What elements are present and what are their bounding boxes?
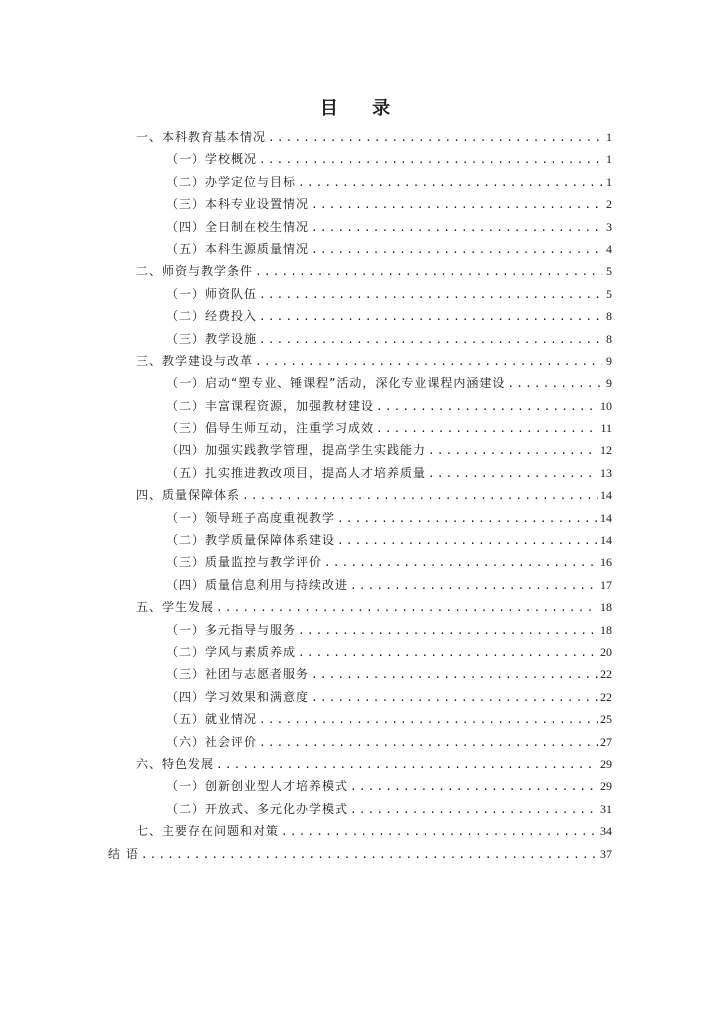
toc-entry-label: （四）学习效果和满意度 [166, 689, 310, 704]
toc-subsection-entry[interactable] [0, 238, 724, 260]
toc-entry-label: （一）多元指导与服务 [166, 622, 297, 637]
toc-entry-label: （一）启动“塑专业、锤课程”活动，深化专业课程内涵建设 [166, 376, 506, 391]
dot-leader [216, 754, 598, 776]
toc-entry-label: （一）学校概况 [166, 152, 258, 167]
toc-subsection-entry[interactable] [0, 663, 724, 685]
toc-subsection-entry[interactable] [0, 417, 724, 439]
toc-entry-label: （三）倡导生师互动，注重学习成效 [166, 421, 375, 436]
toc-page-number: 11 [600, 421, 612, 436]
dot-leader [337, 508, 598, 530]
toc-page-number: 2 [606, 197, 612, 212]
toc-page-number: 25 [600, 712, 612, 727]
toc-section-entry[interactable] [0, 596, 724, 618]
toc-page-number: 29 [600, 779, 612, 794]
toc-page-number: 5 [606, 264, 612, 279]
toc-entry-label: （二）学风与素质养成 [166, 644, 297, 659]
toc-page-number: 8 [606, 331, 612, 346]
toc-section-entry[interactable] [0, 484, 724, 506]
toc-entry-label: （五）扎实推进教改项目，提高人才培养质量 [166, 465, 427, 480]
dot-leader [216, 597, 598, 619]
dot-leader [337, 530, 598, 552]
toc-page-number: 22 [600, 689, 612, 704]
dot-leader [311, 239, 604, 261]
toc-page-number: 18 [600, 622, 612, 637]
dot-leader [298, 172, 603, 194]
toc-page-number: 12 [600, 443, 612, 458]
toc-entry-label: （二）丰富课程资源，加强教材建设 [166, 398, 375, 413]
toc-entry-label: （三）质量监控与教学评价 [166, 555, 323, 570]
toc-page-number: 18 [600, 600, 612, 615]
toc-entry-label: （二）办学定位与目标 [166, 174, 297, 189]
dot-leader [311, 687, 598, 709]
toc-subsection-entry[interactable] [0, 439, 724, 461]
toc-subsection-entry[interactable] [0, 372, 724, 394]
dot-leader [376, 418, 598, 440]
toc-entry-label: （五）就业情况 [166, 712, 258, 727]
dot-leader [259, 284, 603, 306]
toc-section-entry[interactable] [0, 753, 724, 775]
toc-page-number: 14 [600, 510, 612, 525]
toc-entry-label: 二、师资与教学条件 [136, 264, 254, 279]
dot-leader [428, 440, 598, 462]
dot-leader [376, 396, 598, 418]
toc-subsection-entry[interactable] [0, 798, 724, 820]
dot-leader [324, 552, 598, 574]
toc-page-number: 13 [600, 465, 612, 480]
toc-subsection-entry[interactable] [0, 686, 724, 708]
toc-closing-entry[interactable] [0, 843, 724, 865]
toc-page-number: 5 [606, 286, 612, 301]
dot-leader [259, 329, 603, 351]
toc-subsection-entry[interactable] [0, 574, 724, 596]
dot-leader [259, 732, 598, 754]
toc-subsection-entry[interactable] [0, 529, 724, 551]
dot-leader [298, 642, 598, 664]
toc-page-number: 1 [606, 174, 612, 189]
toc-title: 目 录 [319, 98, 405, 119]
toc-page-number: 4 [606, 241, 612, 256]
toc-page-number: 9 [606, 353, 612, 368]
toc-entry-label: （一）领导班子高度重视教学 [166, 510, 336, 525]
toc-entry-label: （四）全日制在校生情况 [166, 219, 310, 234]
toc-entry-label: （四）加强实践教学管理，提高学生实践能力 [166, 443, 427, 458]
dot-leader [259, 306, 603, 328]
toc-page-number: 14 [600, 533, 612, 548]
toc-page-number: 14 [600, 488, 612, 503]
toc-subsection-entry[interactable] [0, 305, 724, 327]
toc-subsection-entry[interactable] [0, 619, 724, 641]
toc-page-number: 3 [606, 219, 612, 234]
toc-page-number: 37 [600, 846, 612, 861]
dot-leader [311, 217, 604, 239]
toc-page-number: 1 [606, 152, 612, 167]
toc-subsection-entry[interactable] [0, 507, 724, 529]
toc-subsection-entry[interactable] [0, 708, 724, 730]
toc-page-number: 16 [600, 555, 612, 570]
toc-section-entry[interactable] [0, 820, 724, 842]
dot-leader [141, 844, 598, 866]
toc-entry-label: 五、学生发展 [136, 600, 215, 615]
toc-entry-label: （二）开放式、多元化办学模式 [166, 801, 349, 816]
dot-leader [255, 351, 602, 373]
toc-subsection-entry[interactable] [0, 551, 724, 573]
toc-section-entry[interactable] [0, 260, 724, 282]
toc-page-number: 34 [600, 824, 612, 839]
toc-entry-label: 一、本科教育基本情况 [136, 130, 267, 144]
dot-leader [281, 821, 598, 843]
toc-subsection-entry[interactable] [0, 283, 724, 305]
toc-entry-label: （四）质量信息利用与持续改进 [166, 577, 349, 592]
toc-entry-label: （六）社会评价 [166, 734, 258, 749]
toc-entry-label: （三）本科专业设置情况 [166, 197, 310, 212]
toc-page-number: 29 [600, 756, 612, 771]
dot-leader [507, 373, 604, 395]
toc-entry-label: （一）师资队伍 [166, 286, 258, 301]
toc-page-number: 1 [606, 130, 612, 144]
toc-page-number: 31 [600, 801, 612, 816]
toc-subsection-entry[interactable] [0, 328, 724, 350]
dot-leader [242, 485, 598, 507]
toc-entry-label: （二）经费投入 [166, 309, 258, 324]
toc-section-entry[interactable] [0, 126, 724, 148]
toc-page-number: 27 [600, 734, 612, 749]
toc-entry-label: 六、特色发展 [136, 756, 215, 771]
toc-entry-label: （二）教学质量保障体系建设 [166, 533, 336, 548]
toc-subsection-entry[interactable] [0, 641, 724, 663]
dot-leader [259, 149, 603, 171]
toc-page-number: 20 [600, 644, 612, 659]
toc-page-number: 10 [600, 398, 612, 413]
dot-leader [255, 261, 602, 283]
toc-subsection-entry[interactable] [0, 216, 724, 238]
toc-entry-label: （五）本科生源质量情况 [166, 241, 310, 256]
toc-page-number: 22 [600, 667, 612, 682]
toc-entry-label: （三）社团与志愿者服务 [166, 667, 310, 682]
dot-leader [311, 664, 598, 686]
toc-page-number: 8 [606, 309, 612, 324]
dot-leader [350, 776, 598, 798]
dot-leader [298, 620, 598, 642]
table-of-contents [0, 126, 724, 865]
toc-subsection-entry[interactable] [0, 775, 724, 797]
toc-entry-label: 三、教学建设与改革 [136, 353, 254, 368]
dot-leader [350, 799, 598, 821]
toc-subsection-entry[interactable] [0, 395, 724, 417]
toc-entry-label: （一）创新创业型人才培养模式 [166, 779, 349, 794]
toc-subsection-entry[interactable] [0, 462, 724, 484]
toc-subsection-entry[interactable] [0, 731, 724, 753]
dot-leader [259, 709, 598, 731]
dot-leader [350, 575, 598, 597]
toc-entry-label: 结 语 [108, 846, 139, 861]
toc-page-number: 17 [600, 577, 612, 592]
toc-subsection-entry[interactable] [0, 171, 724, 193]
toc-subsection-entry[interactable] [0, 193, 724, 215]
dot-leader [311, 194, 604, 216]
toc-entry-label: 七、主要存在问题和对策 [136, 824, 280, 839]
toc-entry-label: 四、质量保障体系 [136, 488, 241, 503]
dot-leader [428, 463, 598, 485]
dot-leader [268, 127, 603, 149]
toc-page-number: 9 [606, 376, 612, 391]
toc-entry-label: （三）教学设施 [166, 331, 258, 346]
toc-subsection-entry[interactable] [0, 148, 724, 170]
toc-section-entry[interactable] [0, 350, 724, 372]
